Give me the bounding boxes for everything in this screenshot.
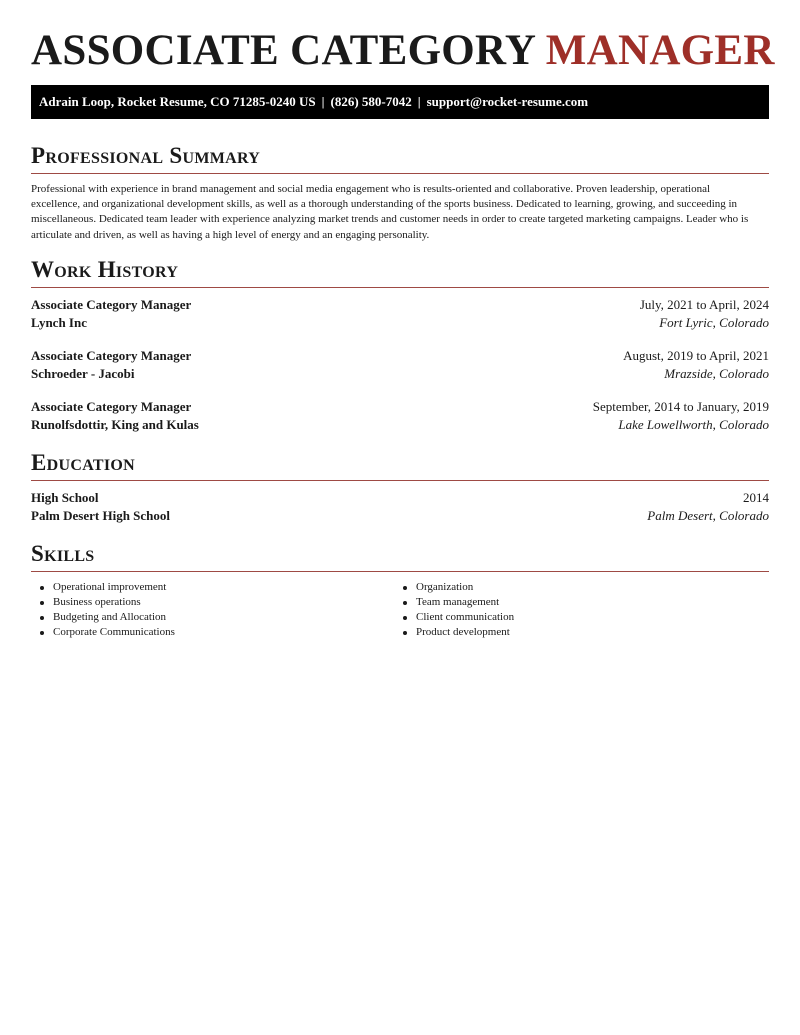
skills-list-right (394, 580, 757, 641)
job-dates: August, 2019 to April, 2021 (623, 347, 769, 363)
skill-item: Operational improvement (31, 580, 394, 595)
work-history-section (31, 256, 769, 434)
education-degree: High School (31, 489, 99, 505)
education-location: Palm Desert, Colorado (647, 507, 769, 523)
skills-list-left (31, 580, 394, 641)
work-list (31, 296, 769, 434)
title-accent: MANAGER (545, 27, 775, 74)
skills-columns (31, 580, 769, 641)
job-entry (31, 398, 769, 434)
job-company: Lynch Inc (31, 314, 87, 330)
summary-text: Professional with experience in brand management and social media engagement who is results-oriented and collaborative. Proven leadership, operational excellence, and organizational development skills, as well as a thorough understanding of the sports business. Dedicated to learning, growing, and succeeding in miscellaneous. Dedicated team leader with experience analyzing market trends and customer needs in order to create targeted marketing campaigns. Leader who is articulate and driven, as well as having a high level of energy and an engaging personality. (31, 183, 749, 241)
education-heading: Education (31, 449, 769, 481)
summary-heading: Professional Summary (31, 142, 769, 174)
job-entry (31, 296, 769, 332)
education-year: 2014 (743, 489, 769, 505)
job-location: Mrazside, Colorado (664, 365, 769, 381)
contact-separator: | (417, 94, 421, 109)
contact-address: Adrain Loop, Rocket Resume, CO 71285-0240 US (39, 94, 316, 109)
title-main: ASSOCIATE CATEGORY (31, 27, 535, 74)
skill-item: Client communication (394, 610, 757, 625)
education-school: Palm Desert High School (31, 507, 171, 523)
skill-item: Business operations (31, 595, 394, 610)
resume-title (31, 0, 775, 74)
education-entry (31, 489, 769, 525)
skills-section (31, 540, 769, 641)
job-dates: July, 2021 to April, 2024 (639, 296, 769, 312)
job-location: Fort Lyric, Colorado (659, 314, 769, 330)
contact-bar (31, 85, 769, 119)
skill-item: Corporate Communications (31, 625, 394, 640)
job-title: Associate Category Manager (31, 398, 192, 414)
skill-item: Organization (394, 580, 757, 595)
skill-item: Budgeting and Allocation (31, 610, 394, 625)
resume-page (31, 0, 775, 641)
education-section (31, 449, 769, 525)
job-location: Lake Lowellworth, Colorado (618, 416, 769, 432)
job-company: Runolfsdottir, King and Kulas (31, 416, 199, 432)
skill-item: Team management (394, 595, 757, 610)
job-title: Associate Category Manager (31, 347, 192, 363)
job-dates: September, 2014 to January, 2019 (592, 398, 769, 414)
skills-heading: Skills (31, 540, 769, 572)
job-entry (31, 347, 769, 383)
skill-item: Product development (394, 625, 757, 640)
job-company: Schroeder - Jacobi (31, 365, 135, 381)
job-title: Associate Category Manager (31, 296, 192, 312)
work-history-heading: Work History (31, 256, 769, 288)
contact-phone[interactable]: (826) 580-7042 (330, 94, 412, 109)
contact-email[interactable]: support@rocket-resume.com (426, 94, 589, 109)
contact-separator: | (321, 94, 325, 109)
summary-section (31, 142, 769, 243)
